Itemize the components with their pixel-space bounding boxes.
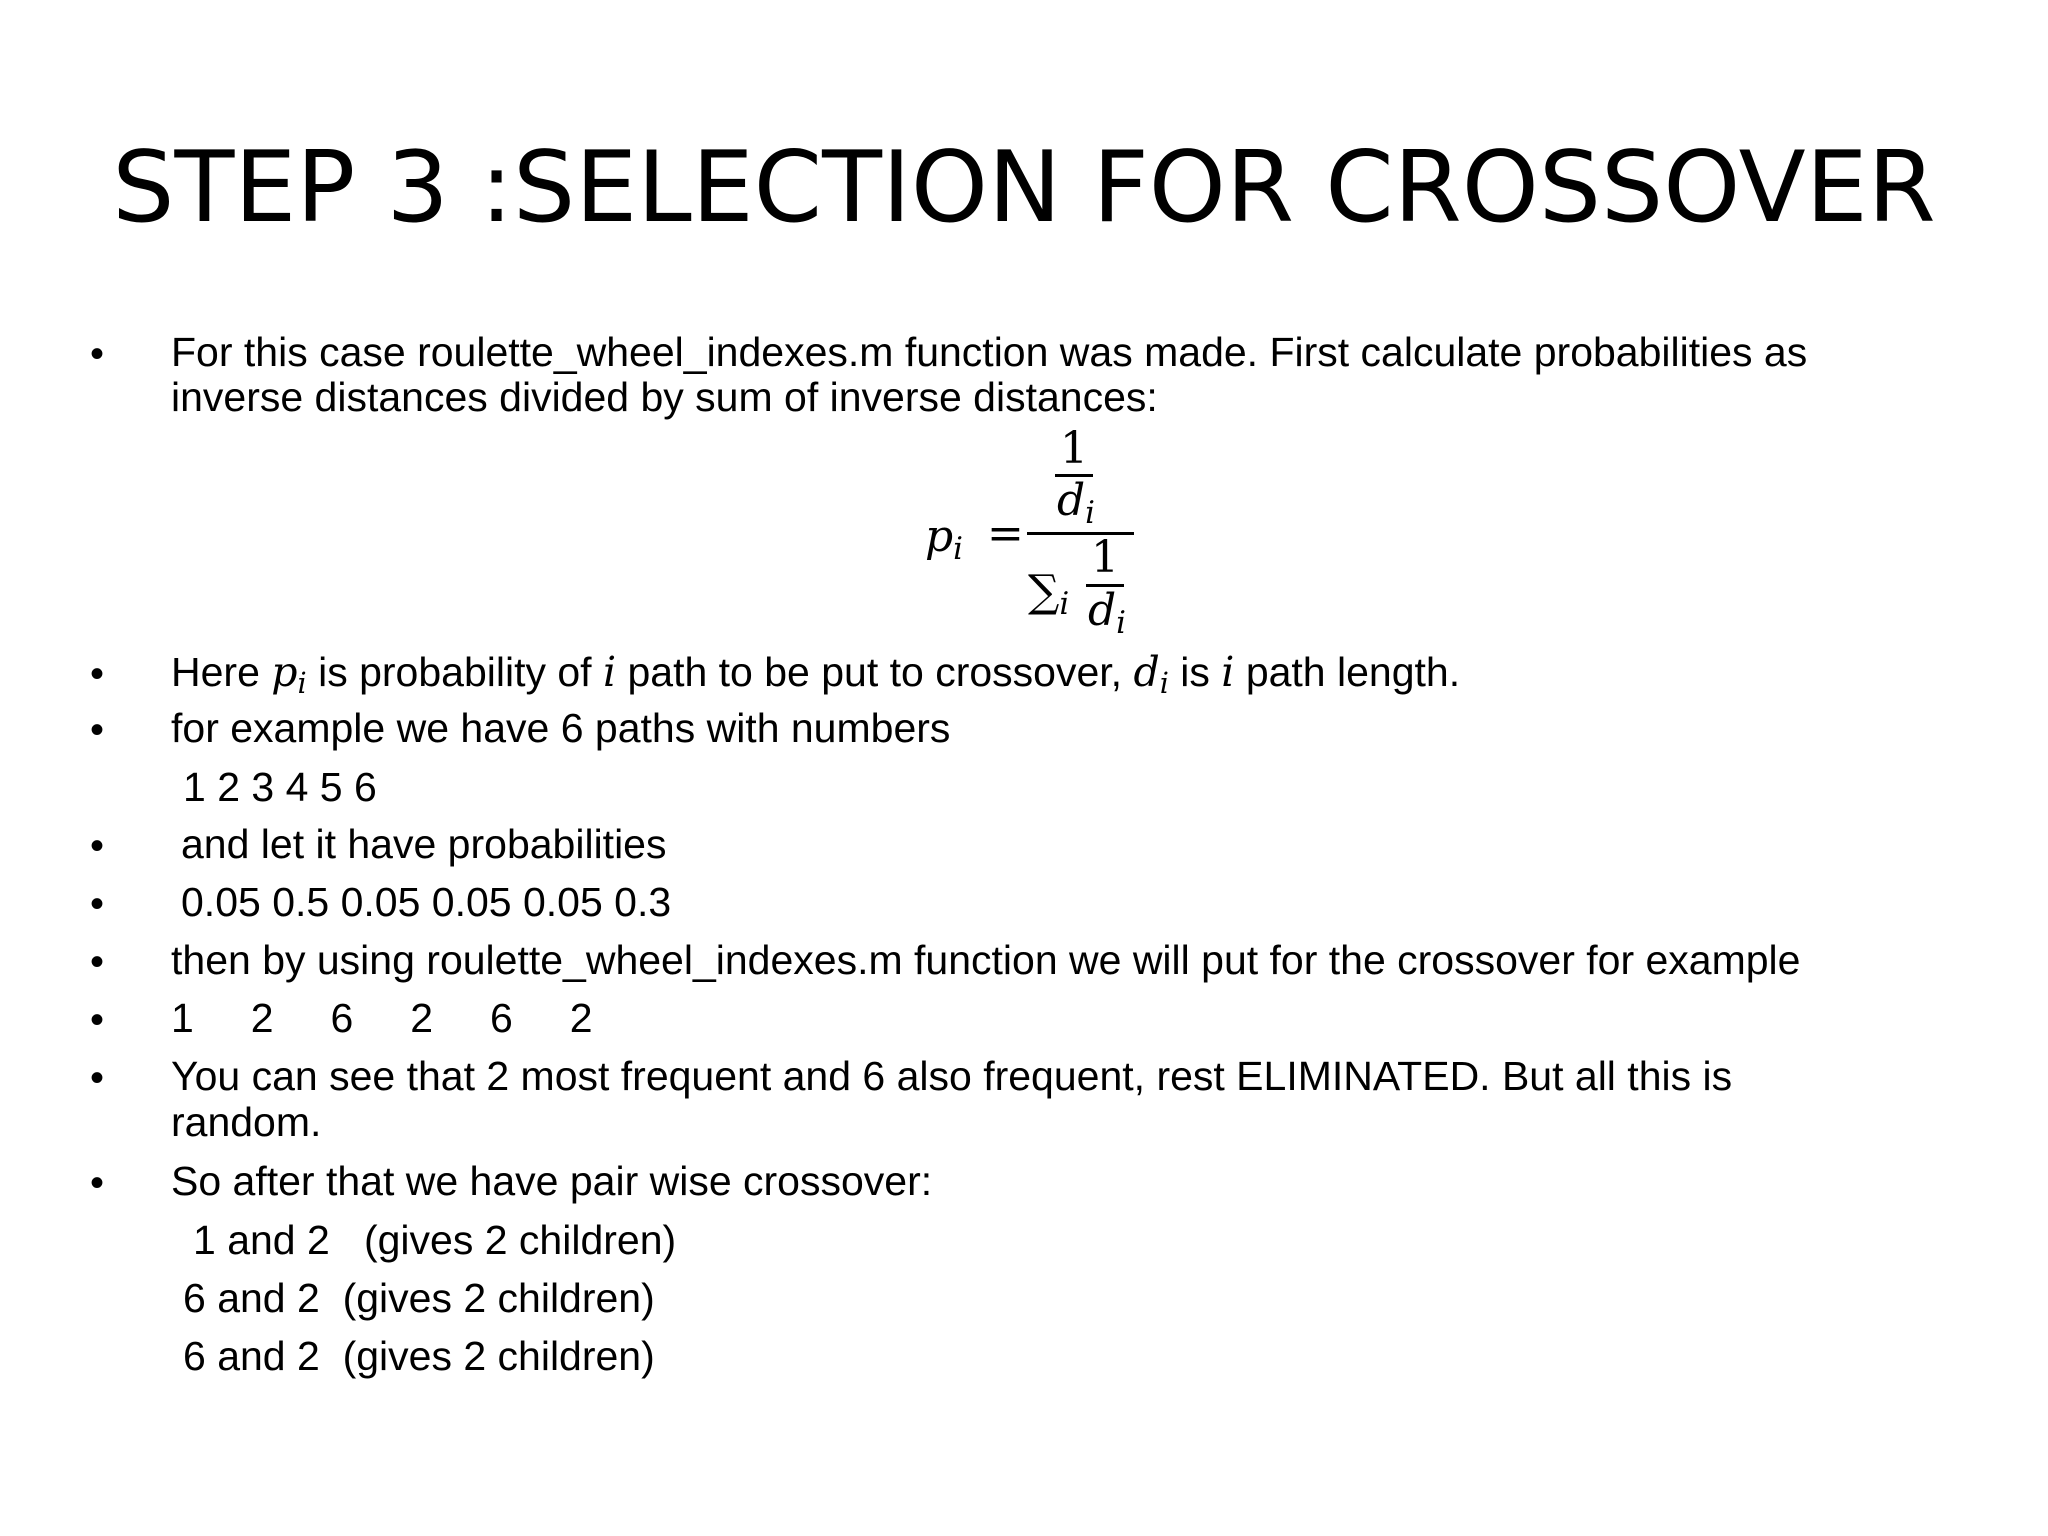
bullet-icon: • <box>90 882 105 926</box>
so-line: So after that we have pair wise crossover: <box>171 1158 933 1204</box>
formula-numerator-one: 1 <box>1060 423 1088 474</box>
bullet-icon: • <box>90 1056 105 1100</box>
here-line: Here pi is probability of i path to be put to crossover, di is i path length. <box>171 648 1461 701</box>
formula-denominator-one: 1 <box>1091 532 1119 583</box>
bullet-icon: • <box>90 332 105 376</box>
intro-line-2: inverse distances divided by sum of inverse distances: <box>171 374 1158 420</box>
formula-sigma: ∑i <box>1028 566 1070 622</box>
probability-formula <box>925 423 1145 641</box>
probabilities-intro: and let it have probabilities <box>181 821 667 867</box>
then-line: then by using roulette_wheel_indexes.m function we will put for the crossover for example <box>171 937 1801 983</box>
pair-3: 6 and 2 (gives 2 children) <box>183 1333 655 1379</box>
formula-denominator-d: di <box>1088 585 1127 641</box>
bullet-icon: • <box>90 824 105 868</box>
slide-title: STEP 3 :SELECTION FOR CROSSOVER <box>112 131 1936 245</box>
path-numbers: 1 2 3 4 5 6 <box>183 764 377 810</box>
formula-lhs: pi <box>925 511 964 567</box>
intro-line-1: For this case roulette_wheel_indexes.m function was made. First calculate probabilities as <box>171 329 1808 375</box>
example-line: for example we have 6 paths with numbers <box>171 705 951 751</box>
formula-numerator-d: di <box>1057 475 1096 531</box>
see-line-1: You can see that 2 most frequent and 6 also frequent, rest ELIMINATED. But all this is <box>171 1053 1733 1099</box>
probabilities-values: 0.05 0.5 0.05 0.05 0.05 0.3 <box>181 879 672 925</box>
bullet-icon: • <box>90 708 105 752</box>
bullet-icon: • <box>90 1161 105 1205</box>
pair-2: 6 and 2 (gives 2 children) <box>183 1275 655 1321</box>
selected-paths: 1 2 6 2 6 2 <box>171 995 593 1041</box>
bullet-icon: • <box>90 998 105 1042</box>
bullet-icon: • <box>90 940 105 984</box>
pair-1: 1 and 2 (gives 2 children) <box>193 1217 677 1263</box>
see-line-2: random. <box>171 1099 322 1145</box>
formula-equals: = <box>987 508 1024 559</box>
bullet-icon: • <box>90 652 105 696</box>
